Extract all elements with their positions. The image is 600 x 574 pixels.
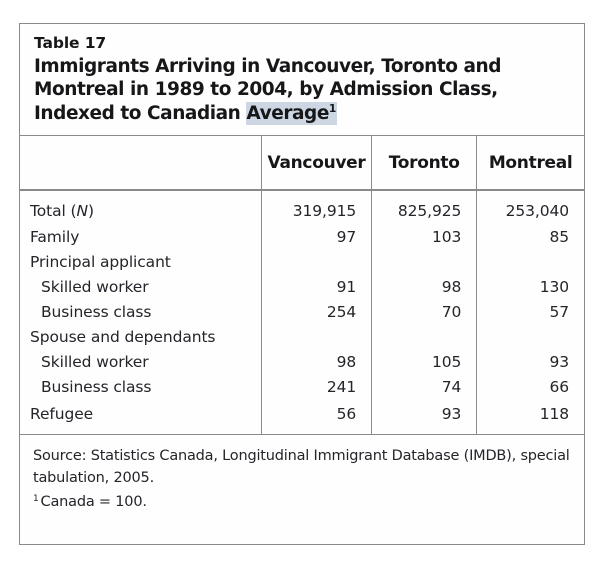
title-line-3-prefix: Indexed to Canadian [34,102,247,124]
row-label: Family [30,228,80,247]
row-label: Skilled worker [41,353,149,372]
cell-toronto [372,250,477,275]
cell-vancouver: 254 [261,300,371,325]
table-row [20,250,584,275]
footnote-text: Canada = 100. [40,494,147,511]
cell-montreal: 93 [477,350,584,375]
table-row [20,400,584,434]
table-body [20,191,584,434]
title-highlight-text: Average [246,102,329,124]
table-row [20,225,584,250]
table-row [20,275,584,300]
table-container [19,23,585,545]
title-highlight [246,102,337,125]
title-superscript: 1 [328,101,336,115]
table-header-grid [20,136,584,189]
cell-toronto: 74 [372,375,477,400]
cell-toronto [372,325,477,350]
cell-vancouver [261,250,371,275]
cell-montreal: 118 [477,400,584,434]
cell-toronto: 98 [372,275,477,300]
cell-vancouver: 98 [261,350,371,375]
cell-toronto: 105 [372,350,477,375]
table-header-row [20,136,584,189]
cell-vancouver: 319,915 [261,191,371,225]
cell-toronto: 103 [372,225,477,250]
table-row [20,350,584,375]
source-note: Source: Statistics Canada, Longitudinal Immigrant Database (IMDB), special tabulation, 2005. [33,448,570,487]
footnote-mark: 1 [33,493,39,504]
cell-vancouver: 97 [261,225,371,250]
cell-toronto: 70 [372,300,477,325]
column-header-blank [20,136,261,189]
title-line-3 [34,102,570,125]
row-label-italic: N [76,201,88,220]
page-title [34,55,570,125]
cell-montreal [477,250,584,275]
row-label: Skilled worker [41,278,149,297]
column-header-montreal: Montreal [477,136,584,189]
cell-vancouver: 56 [261,400,371,434]
row-label: Business class [41,303,152,322]
cell-toronto: 825,925 [372,191,477,225]
cell-vancouver: 241 [261,375,371,400]
column-header-vancouver: Vancouver [261,136,371,189]
cell-montreal: 85 [477,225,584,250]
title-line-1: Immigrants Arriving in Vancouver, Toronto and [34,55,502,77]
title-line-2: Montreal in 1989 to 2004, by Admission Class, [34,79,498,101]
cell-vancouver: 91 [261,275,371,300]
cell-montreal: 66 [477,375,584,400]
cell-toronto: 93 [372,400,477,434]
cell-montreal: 130 [477,275,584,300]
row-label: Total (N) [30,201,94,220]
cell-montreal [477,325,584,350]
table-row [20,325,584,350]
table-row [20,191,584,225]
table-number: Table 17 [34,34,107,52]
row-label: Business class [41,378,152,397]
table-row [20,375,584,400]
table-body-grid [20,191,584,434]
row-label: Spouse and dependants [30,328,216,347]
table-title-block [20,24,584,135]
row-label: Refugee [30,405,94,424]
cell-montreal: 253,040 [477,191,584,225]
column-header-toronto: Toronto [372,136,477,189]
row-label: Principal applicant [30,253,171,272]
footnote [33,491,570,513]
cell-montreal: 57 [477,300,584,325]
cell-vancouver [261,325,371,350]
table-footer [20,435,584,513]
table-row [20,300,584,325]
